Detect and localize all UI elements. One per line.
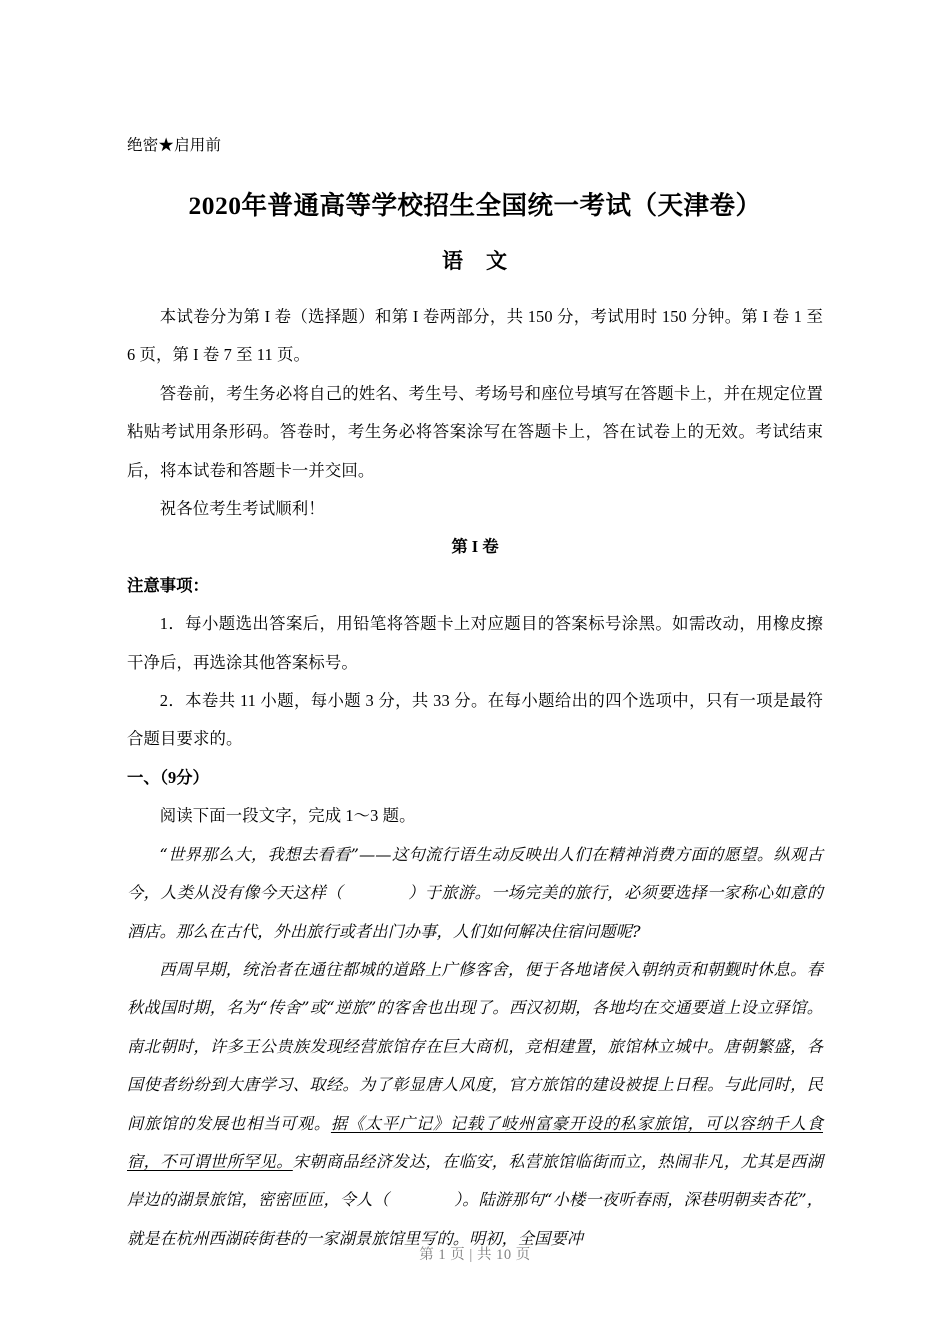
page-title: 2020年普通高等学校招生全国统一考试（天津卷） <box>188 191 762 220</box>
section-heading-volume-1: 第 I 卷 <box>451 537 499 557</box>
passage-paragraph-1 <box>127 836 823 951</box>
passage-text-segment: ）。陆游那句“小楼一夜听春雨，深巷明朝卖杏花”，就是在杭州西湖砖街巷的一家湖景旅馆里写的。明初，全国要冲 <box>127 1190 823 1248</box>
page-content <box>127 135 823 1258</box>
note-item-2: 2．本卷共 11 小题，每小题 3 分，共 33 分。在每小题给出的四个选项中，只有一项是最符合题目要求的。 <box>127 691 823 749</box>
passage-text-segment: 西周早期，统治者在通往都城的道路上广修客舍，便于各地诸侯入朝纳贡和朝觐时休息。春秋战国时期，名为“传舍”或“逆旅”的客舍也出现了。西汉初期，各地均在交通要道上设立驿馆。南北朝时，许多王公贵族发现经营旅馆存在巨大商机，竞相建置，旅馆林立城中。唐朝繁盛，各国使者纷纷到大唐学习、取经。为了彰显唐人风度，官方旅馆的建设被提上日程。与此同时，民间旅馆的发展也相当可观。 <box>127 959 823 1133</box>
passage-paragraph-2 <box>127 951 823 1258</box>
passage-text-segment: “世界那么大，我想去看看”——这句流行语生动反映出人们在精神消费方面的愿望。纵观古今，人类从没有像今天这样（ <box>127 844 823 903</box>
underlined-passage-segment: 据《太平广记》记载了岐州富豪开设的私家旅馆，可以容纳千人食宿，不可谓世所罕见。 <box>127 1113 823 1171</box>
instruction-paragraph-3: 祝各位考生考试顺利！ <box>159 499 325 519</box>
page-footer: 第 1 页 | 共 10 页 <box>419 1247 531 1263</box>
instruction-paragraph-1: 本试卷分为第 I 卷（选择题）和第 I 卷两部分，共 150 分，考试用时 150 分钟。第 I 卷 1 至 6 页，第 I 卷 7 至 11 页。 <box>127 307 823 365</box>
fill-in-blank-2 <box>389 1181 454 1219</box>
question-group-prompt: 阅读下面一段文字，完成 1～3 题。 <box>159 806 416 826</box>
subject-title: 语 文 <box>442 249 508 273</box>
confidential-notice: 绝密★启用前 <box>127 137 222 154</box>
question-group-heading: 一、（9分） <box>127 767 209 787</box>
instruction-paragraph-2: 答卷前，考生务必将自己的姓名、考生号、考场号和座位号填写在答题卡上，并在规定位置粘贴考试用条形码。答卷时，考生务必将答案涂写在答题卡上，答在试卷上的无效。考试结束后，将本试卷和答题卡一并交回。 <box>127 383 823 480</box>
fill-in-blank-1 <box>343 874 408 912</box>
passage-text-segment: ）于旅游。一场完美的旅行，必须要选择一家称心如意的酒店。那么在古代，外出旅行或者出门办事，人们如何解决住宿问题呢? <box>127 883 823 941</box>
note-item-1: 1．每小题选出答案后，用铅笔将答题卡上对应题目的答案标号涂黑。如需改动，用橡皮擦干净后，再选涂其他答案标号。 <box>127 614 823 672</box>
notes-label: 注意事项： <box>127 575 209 595</box>
passage-text-segment: 宋朝商品经济发达，在临安，私营旅馆临街而立，热闹非凡，尤其是西湖岸边的湖景旅馆，密密匝匝，令人（ <box>127 1151 824 1210</box>
